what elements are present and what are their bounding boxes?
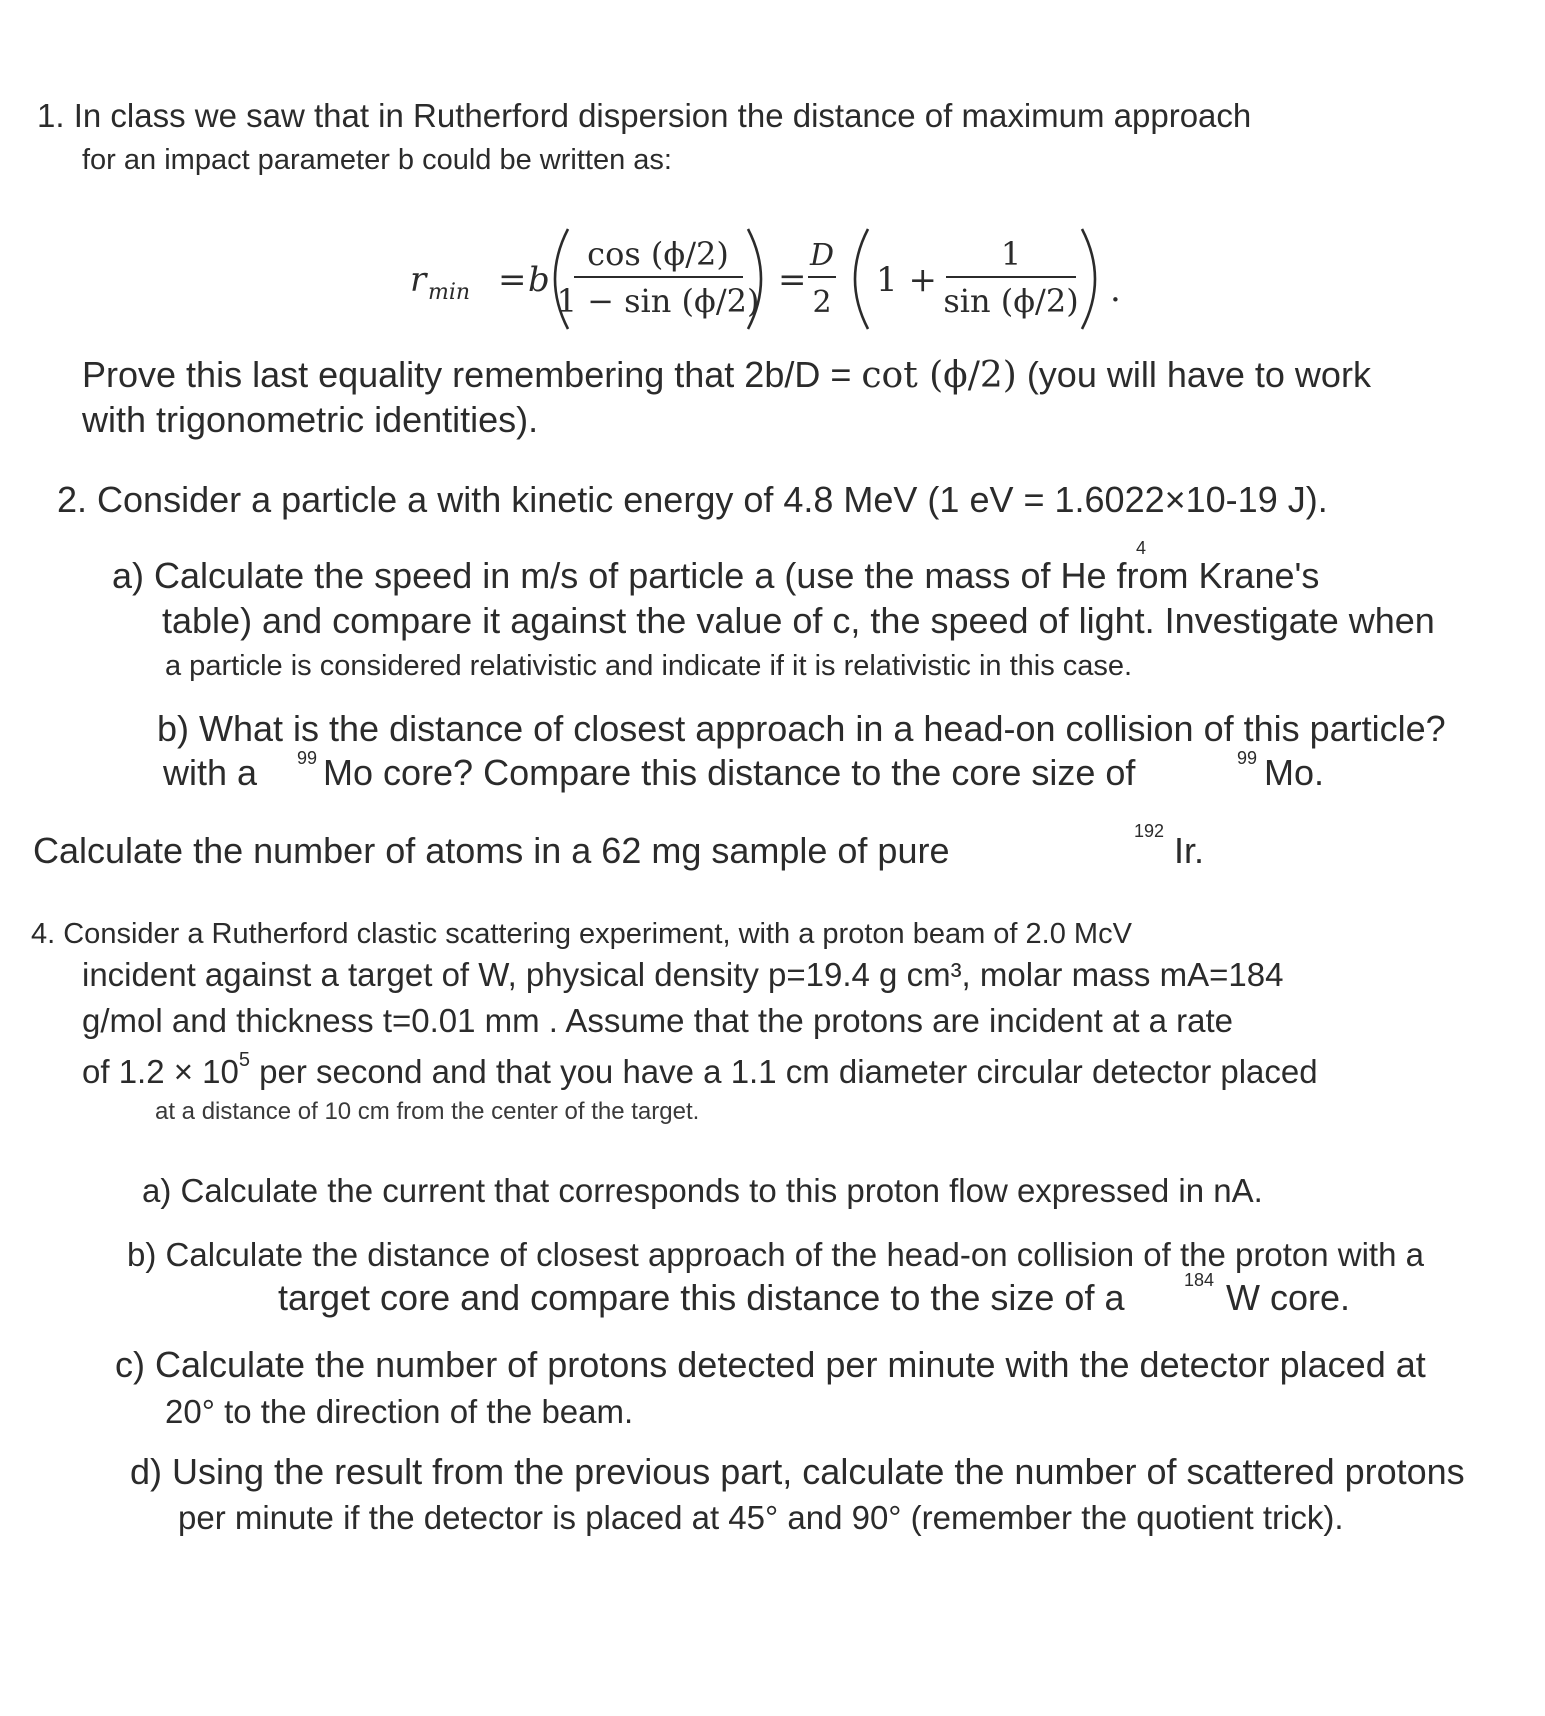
eq-paren-right-2 bbox=[1082, 229, 1095, 329]
q1-line2: for an impact parameter b could be written as: bbox=[82, 144, 672, 176]
q4-d-line1: d) Using the result from the previous part, calculate the number of scattered protons bbox=[130, 1451, 1465, 1492]
q4-a: a) Calculate the current that corresponds to this proton flow expressed in nA. bbox=[142, 1172, 1263, 1209]
q3-text-post: Ir. bbox=[1174, 830, 1205, 871]
q2-b-sup1: 99 bbox=[297, 748, 318, 768]
q4-d-line2: per minute if the detector is placed at 45° and 90° (remember the quotient trick). bbox=[178, 1499, 1344, 1536]
q1-prove-post: (you will have to work bbox=[1016, 354, 1371, 395]
eq-one-plus: 1 + bbox=[876, 260, 937, 300]
q2-a-line2: table) and compare it against the value of c, the speed of light. Investigate when bbox=[162, 600, 1435, 641]
q4-line3: g/mol and thickness t=0.01 mm . Assume that the protons are incident at a rate bbox=[82, 1002, 1234, 1039]
q4-line4-pre: of 1.2 × 10 bbox=[82, 1053, 239, 1090]
q4-b-line2-post: W core. bbox=[1226, 1277, 1351, 1318]
q4-b-line1: b) Calculate the distance of closest approach of the head-on collision of the proton with a bbox=[127, 1236, 1424, 1273]
q4-line4-sup: 5 bbox=[238, 1049, 251, 1071]
q4-b-sup: 184 bbox=[1184, 1270, 1215, 1290]
q2-b-line2-post: Mo. bbox=[1264, 752, 1325, 793]
q2-intro: 2. Consider a particle a with kinetic energy of 4.8 MeV (1 eV = 1.6022×10-19 J). bbox=[57, 479, 1328, 520]
q1-line1: 1. In class we saw that in Rutherford dispersion the distance of maximum approach bbox=[37, 97, 1252, 134]
eq-frac2-num: D bbox=[809, 238, 835, 273]
q4-line4-post: per second and that you have a 1.1 cm diameter circular detector placed bbox=[250, 1053, 1318, 1090]
eq-equals-1: = bbox=[498, 260, 527, 300]
q4-line5: at a distance of 10 cm from the center of the target. bbox=[155, 1098, 700, 1125]
q4-c-line2: 20° to the direction of the beam. bbox=[165, 1393, 634, 1430]
q4-c-line1: c) Calculate the number of protons detected per minute with the detector placed at bbox=[115, 1344, 1426, 1385]
eq-lhs: r bbox=[410, 260, 427, 300]
eq-b: b bbox=[528, 260, 550, 300]
q4-line4 bbox=[82, 1050, 1318, 1088]
q2-a-pre: a) Calculate the speed in m/s of particle a (use the mass of bbox=[112, 555, 1061, 596]
q2-b-sup2: 99 bbox=[1237, 748, 1258, 768]
q1-prove-pre: Prove this last equality remembering that 2b/D = bbox=[82, 354, 862, 395]
eq-paren-left-2 bbox=[855, 229, 868, 329]
q4-b-line2-pre: target core and compare this distance to the size of a bbox=[278, 1277, 1125, 1318]
q1-prove-math: cot (ϕ/2) bbox=[861, 355, 1017, 396]
q3-sup: 192 bbox=[1134, 821, 1165, 841]
eq-lhs-sub: min bbox=[428, 280, 471, 305]
q2-a-line1 bbox=[112, 555, 1320, 596]
q1-prove-line2: with trigonometric identities). bbox=[82, 399, 539, 440]
q4-line1: 4. Consider a Rutherford clastic scattering experiment, with a proton beam of 2.0 McV bbox=[31, 918, 1132, 950]
q2-a-post: He from Krane's bbox=[1060, 555, 1320, 596]
q2-b-line2-pre: with a bbox=[163, 752, 258, 793]
q2-b-line1: b) What is the distance of closest approach in a head-on collision of this particle? bbox=[157, 708, 1446, 749]
eq-frac2-den: 2 bbox=[812, 285, 832, 320]
q4-line2: incident against a target of W, physical density p=19.4 g cm³, molar mass mA=184 bbox=[82, 956, 1284, 993]
eq-frac3-num: 1 bbox=[1000, 235, 1022, 273]
eq-frac1-num: cos (ϕ/2) bbox=[587, 235, 729, 273]
q3-text-pre: Calculate the number of atoms in a 62 mg sample of pure bbox=[33, 830, 950, 871]
eq-period: . bbox=[1110, 270, 1121, 310]
q2-a-sup: 4 bbox=[1136, 538, 1147, 558]
q2-b-line2-mid: Mo core? Compare this distance to the core size of bbox=[323, 752, 1136, 793]
eq-frac3-den: sin (ϕ/2) bbox=[943, 282, 1079, 320]
rmin-equation bbox=[410, 215, 1230, 335]
eq-equals-2: = bbox=[778, 260, 807, 300]
q1-prove-line1 bbox=[82, 354, 1371, 396]
q2-a-line3: a particle is considered relativistic and indicate if it is relativistic in this case. bbox=[165, 650, 1133, 682]
eq-frac1-den: 1 − sin (ϕ/2) bbox=[556, 282, 760, 320]
